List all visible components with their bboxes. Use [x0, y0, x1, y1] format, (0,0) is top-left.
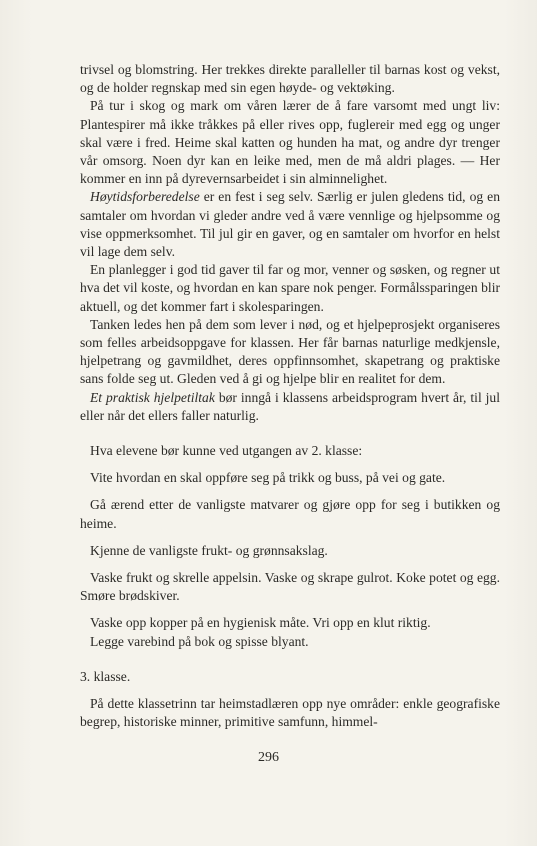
skill-item: Legge varebind på bok og spisse blyant. — [90, 633, 309, 649]
section-heading: 3. klasse. — [80, 668, 131, 684]
skill-item: Vaske opp kopper på en hygienisk måte. Vri opp en klut riktig. — [90, 615, 431, 631]
practical-text: bør inngå i klassens arbeidsprogram hvert år, til jul eller når det ellers faller naturlig. — [80, 389, 500, 423]
skill-item: Vite hvordan en skal oppføre seg på trikk og buss, på vei og gate. — [90, 470, 446, 486]
section-paragraph: På dette klassetrinn tar heimstadlæren opp nye områder: enkle geografiske begrep, historiske minner, primitive samfunn, himmel- — [80, 696, 500, 730]
paragraph-continuation: trivsel og blomstring. Her trekkes direkte paralleller til barnas kost og vekst, og de holder regnskap med sin egen høyde- og vektøking. — [80, 62, 500, 96]
paragraph-need: Tanken ledes hen på dem som lever i nød, og et hjelpeprosjekt organiseres som felles arbeidsoppgave for klassen. Her får barnas naturlige medkjensle, hjelpetrang og gavmildhet, deres oppfinnsomhet, skapetrang og praktiske sans folde seg ut. Gleden ved å gi og hjelpe blir en realitet for dem. — [80, 316, 500, 387]
holiday-text: er en fest i seg selv. Særlig er julen gledens tid, og en samtaler om hvordan vi gleder andre ved å være vennlige og hjelpsomme og vise oppmerksomhet. Til jul gir en gaver, og en samtaler om hvorfor en helst vil lage dem selv. — [80, 189, 500, 260]
page-number: 296 — [258, 750, 279, 765]
skill-item: Kjenne de vanligste frukt- og grønnsakslag. — [90, 542, 328, 558]
paragraph-holiday — [80, 188, 500, 261]
paragraph-nature: På tur i skog og mark om våren lærer de å fare varsomt med ungt liv: Plantespirer må ikke tråkkes på eller rives opp, fuglereir med egg og unger skal være i fred. Heime skal katten og hunden ha mat, og andre dyr trenger vår omsorg. Noen dyr kan en leike med, men de må aldri plages. — Her kommer en inn på dyrevernsarbeidet i sin alminnelighet. — [80, 98, 500, 187]
practical-lead: Et praktisk hjelpetiltak — [90, 389, 215, 405]
paragraph-practical — [80, 389, 500, 425]
skill-item: Vaske frukt og skrelle appelsin. Vaske og skrape gulrot. Koke potet og egg. Smøre brødskiver. — [80, 570, 500, 604]
skills-heading: Hva elevene bør kunne ved utgangen av 2. klasse: — [90, 443, 363, 459]
body-text — [80, 61, 500, 732]
paragraph-gifts: En planlegger i god tid gaver til far og mor, venner og søsken, og regner ut hva det vil koste, og hvordan en kan spare nok penger. Formålssparingen blir aktuell, og det kommer fart i skolesparingen. — [80, 262, 500, 314]
holiday-lead: Høytidsforberedelse — [90, 189, 200, 205]
skill-item: Gå ærend etter de vanligste matvarer og gjøre opp for seg i butikken og heime. — [80, 497, 500, 531]
